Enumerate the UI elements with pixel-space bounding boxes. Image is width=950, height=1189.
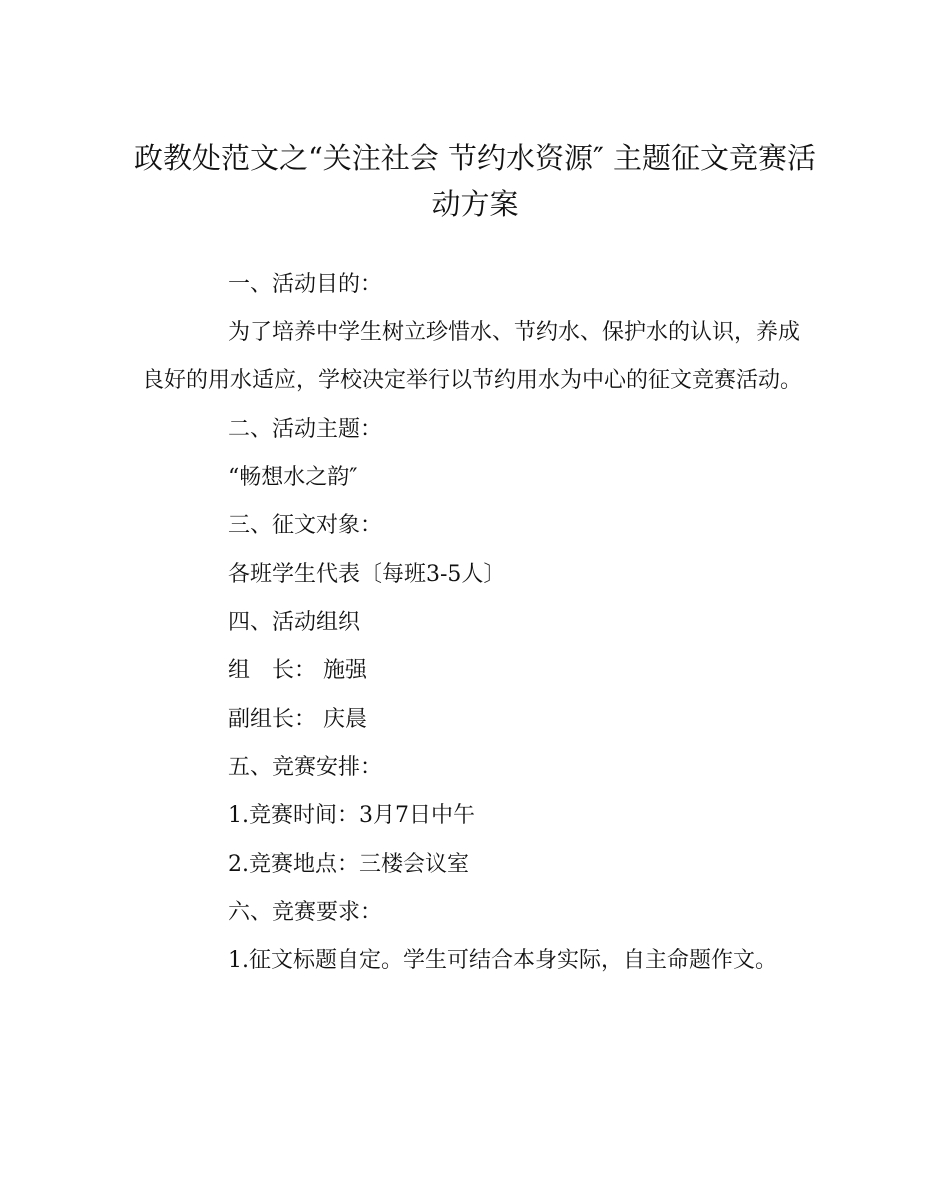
section-heading-arrangement: 五、竞赛安排：	[228, 755, 383, 780]
paragraph-purpose-line-2: 良好的用水适应，学校决定举行以节约用水为中心的征文竞赛活动。	[142, 368, 803, 393]
requirement-item-1: 1.征文标题自定。学生可结合本身实际，自主命题作文。	[228, 948, 777, 973]
section-heading-theme: 二、活动主题：	[228, 417, 383, 442]
section-heading-requirements: 六、竞赛要求：	[228, 900, 383, 925]
paragraph-purpose-line-1: 为了培养中学生树立珍惜水、节约水、保护水的认识，养成	[228, 320, 801, 345]
theme-text: “畅想水之韵″	[228, 465, 358, 490]
organization-deputy-leader: 副组长： 庆晨	[228, 707, 367, 732]
document-title: 政教处范文之“关注社会 节约水资源″ 主题征文竞赛活动方案	[133, 141, 817, 221]
section-heading-target: 三、征文对象：	[228, 513, 383, 538]
arrangement-location: 2.竞赛地点：三楼会议室	[228, 852, 469, 877]
arrangement-time: 1.竞赛时间：3月7日中午	[228, 803, 475, 828]
organization-leader: 组 长： 施强	[228, 658, 367, 683]
section-heading-organization: 四、活动组织	[228, 610, 361, 635]
target-text: 各班学生代表〔每班3-5人〕	[228, 562, 506, 587]
section-heading-purpose: 一、活动目的：	[228, 272, 383, 297]
